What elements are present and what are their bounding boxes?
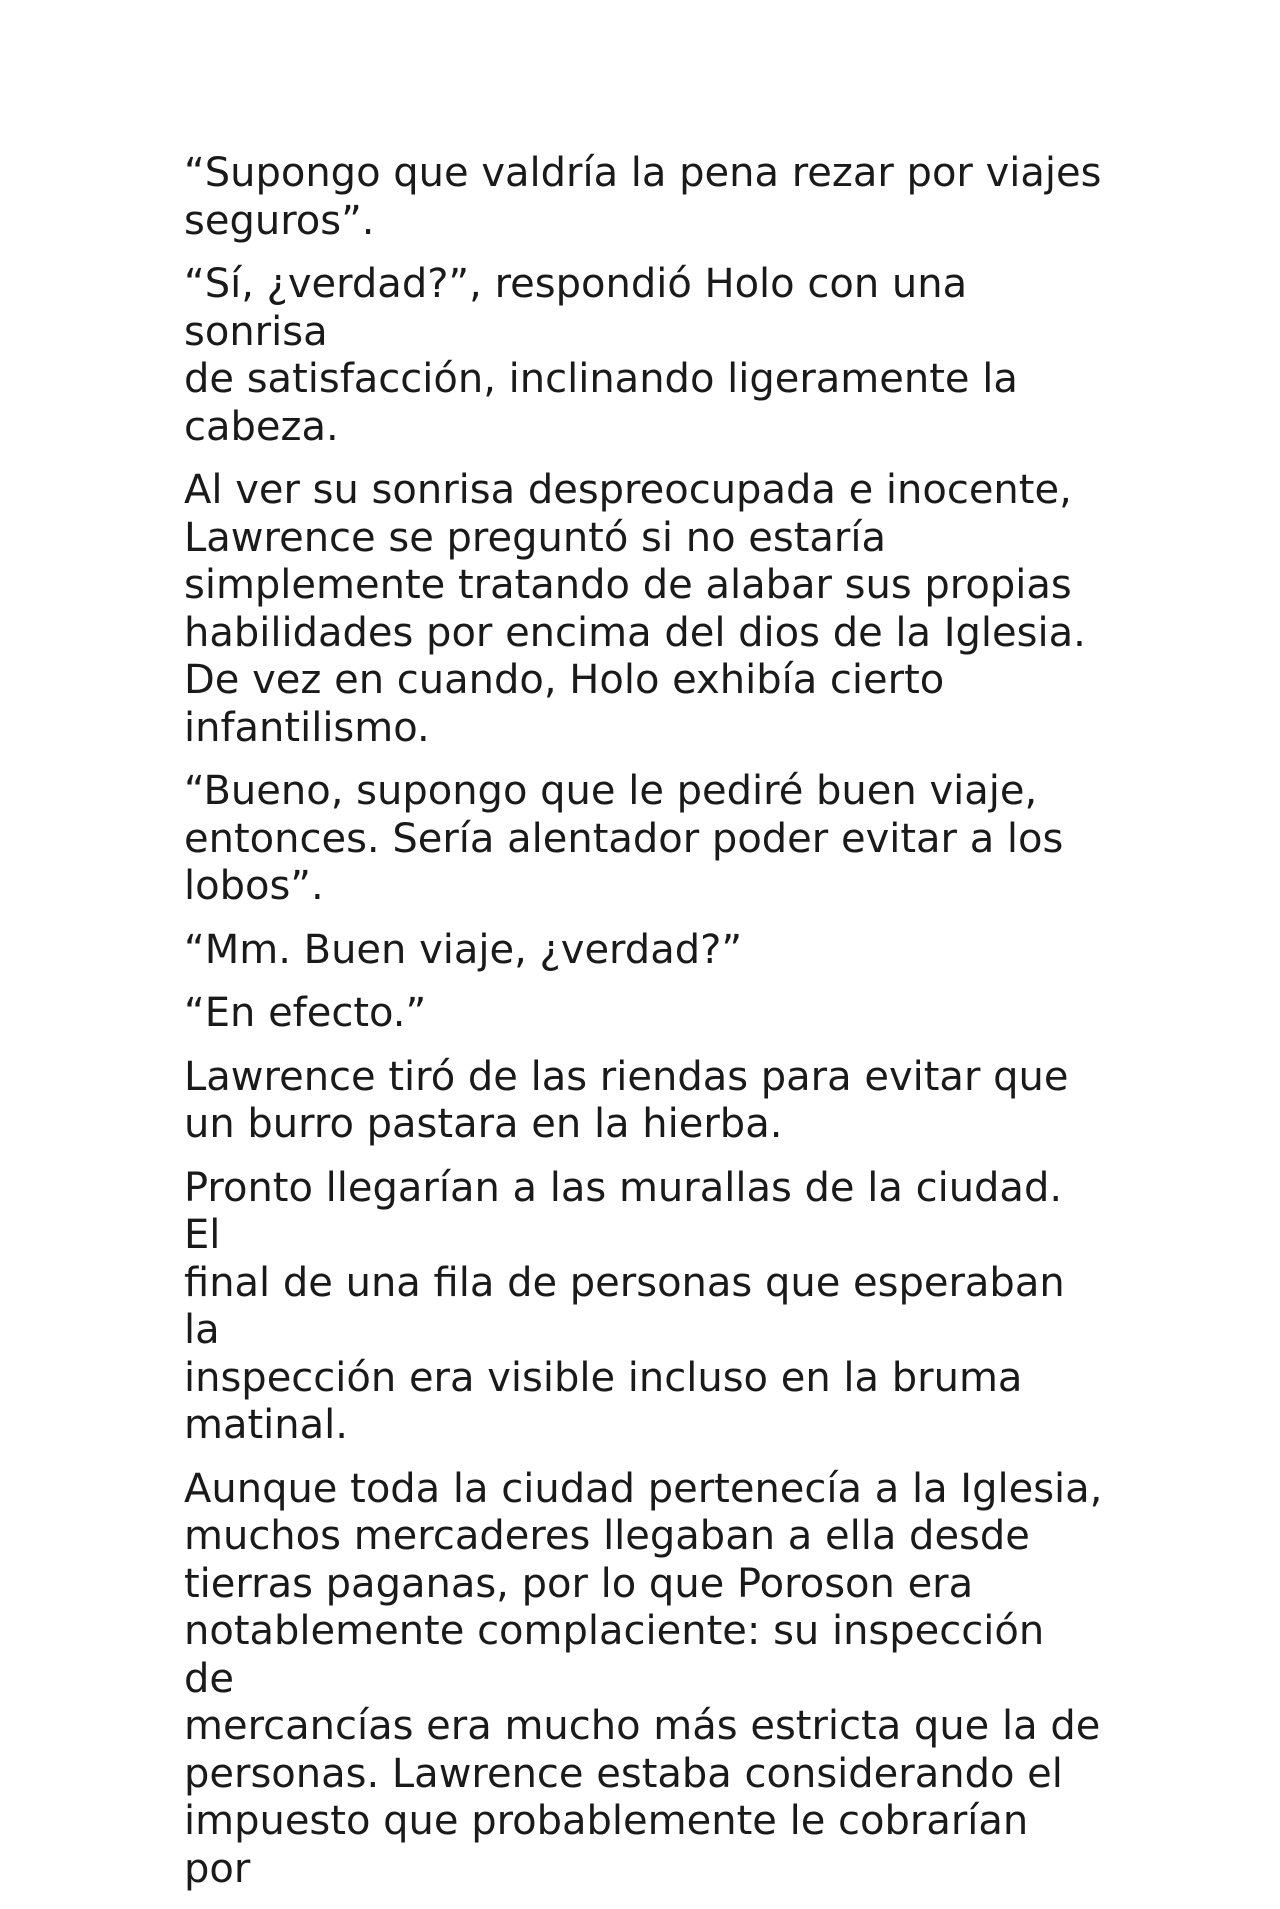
paragraph: “Sí, ¿verdad?”, respondió Holo con una sonrisa de satisfacción, inclinando ligeramente la cabeza. [184, 261, 1018, 450]
paragraph: Lawrence tiró de las riendas para evitar que un burro pastara en la hierba. [184, 1053, 1069, 1147]
paragraph: “Bueno, supongo que le pediré buen viaje, entonces. Sería alentador poder evitar a los lobos”. [184, 768, 1064, 909]
paragraph: “Supongo que valdría la pena rezar por viajes seguros”. [184, 150, 1102, 244]
paragraph: Pronto llegarían a las murallas de la ciudad. El final de una fila de personas que esperaban la inspección era visible incluso en la bruma matinal. [184, 1164, 1065, 1448]
paragraph: Al ver su sonrisa despreocupada e inocente, Lawrence se preguntó si no estaría simplemente tratando de alabar sus propias habilidades por encima del dios de la Iglesia. De vez en cuando, Holo exhibía cierto infantilismo. [184, 467, 1086, 751]
text-column [184, 150, 1104, 1909]
paragraph: “Mm. Buen viaje, ¿verdad?” [184, 926, 743, 973]
paragraph: Aunque toda la ciudad pertenecía a la Iglesia, muchos mercaderes llegaban a ella desde tierras paganas, por lo que Poroson era notablemente complaciente: su inspección de mercancías era mucho más estricta que la de personas. Lawrence estaba considerando el impuesto que probablemente le cobrarían por [184, 1465, 1103, 1892]
paragraph: “En efecto.” [184, 990, 427, 1036]
